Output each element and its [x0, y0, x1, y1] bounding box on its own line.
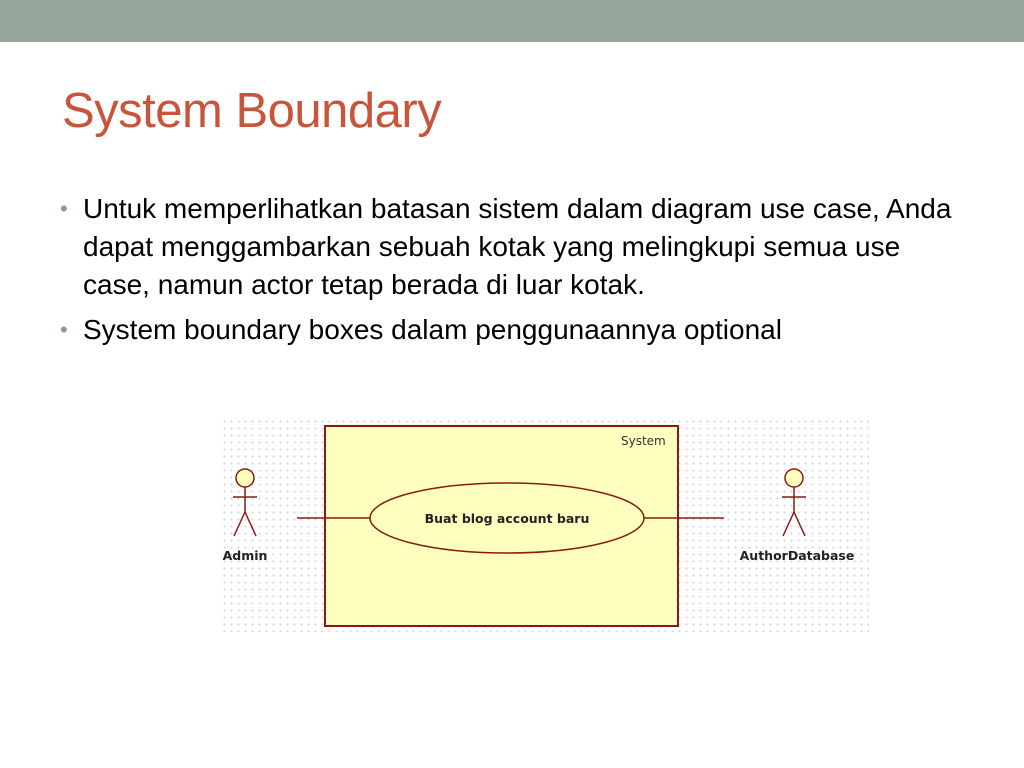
header-band [0, 0, 1024, 42]
bullet-item [60, 311, 960, 349]
actor-label-authordatabase: AuthorDatabase [739, 548, 855, 563]
actor-label-admin: Admin [222, 548, 268, 563]
admin-actor-icon [233, 469, 257, 536]
use-case-label: Buat blog account baru [424, 511, 590, 526]
bullet-list [60, 190, 960, 356]
bullet-text: Untuk memperlihatkan batasan sistem dalam diagram use case, Anda dapat menggambarkan sebuah kotak yang melingkupi semua use case, namun actor tetap berada di luar kotak. [83, 193, 952, 300]
authordatabase-actor-icon [782, 469, 806, 536]
use-case-diagram [221, 418, 869, 632]
slide-title: System Boundary [62, 84, 442, 138]
bullet-icon: • [60, 196, 68, 221]
bullet-icon: • [60, 317, 68, 342]
bullet-item [60, 190, 960, 304]
system-label: System [621, 434, 666, 448]
diagram-canvas [221, 418, 869, 632]
bullet-text: System boundary boxes dalam penggunaannya optional [83, 314, 782, 345]
